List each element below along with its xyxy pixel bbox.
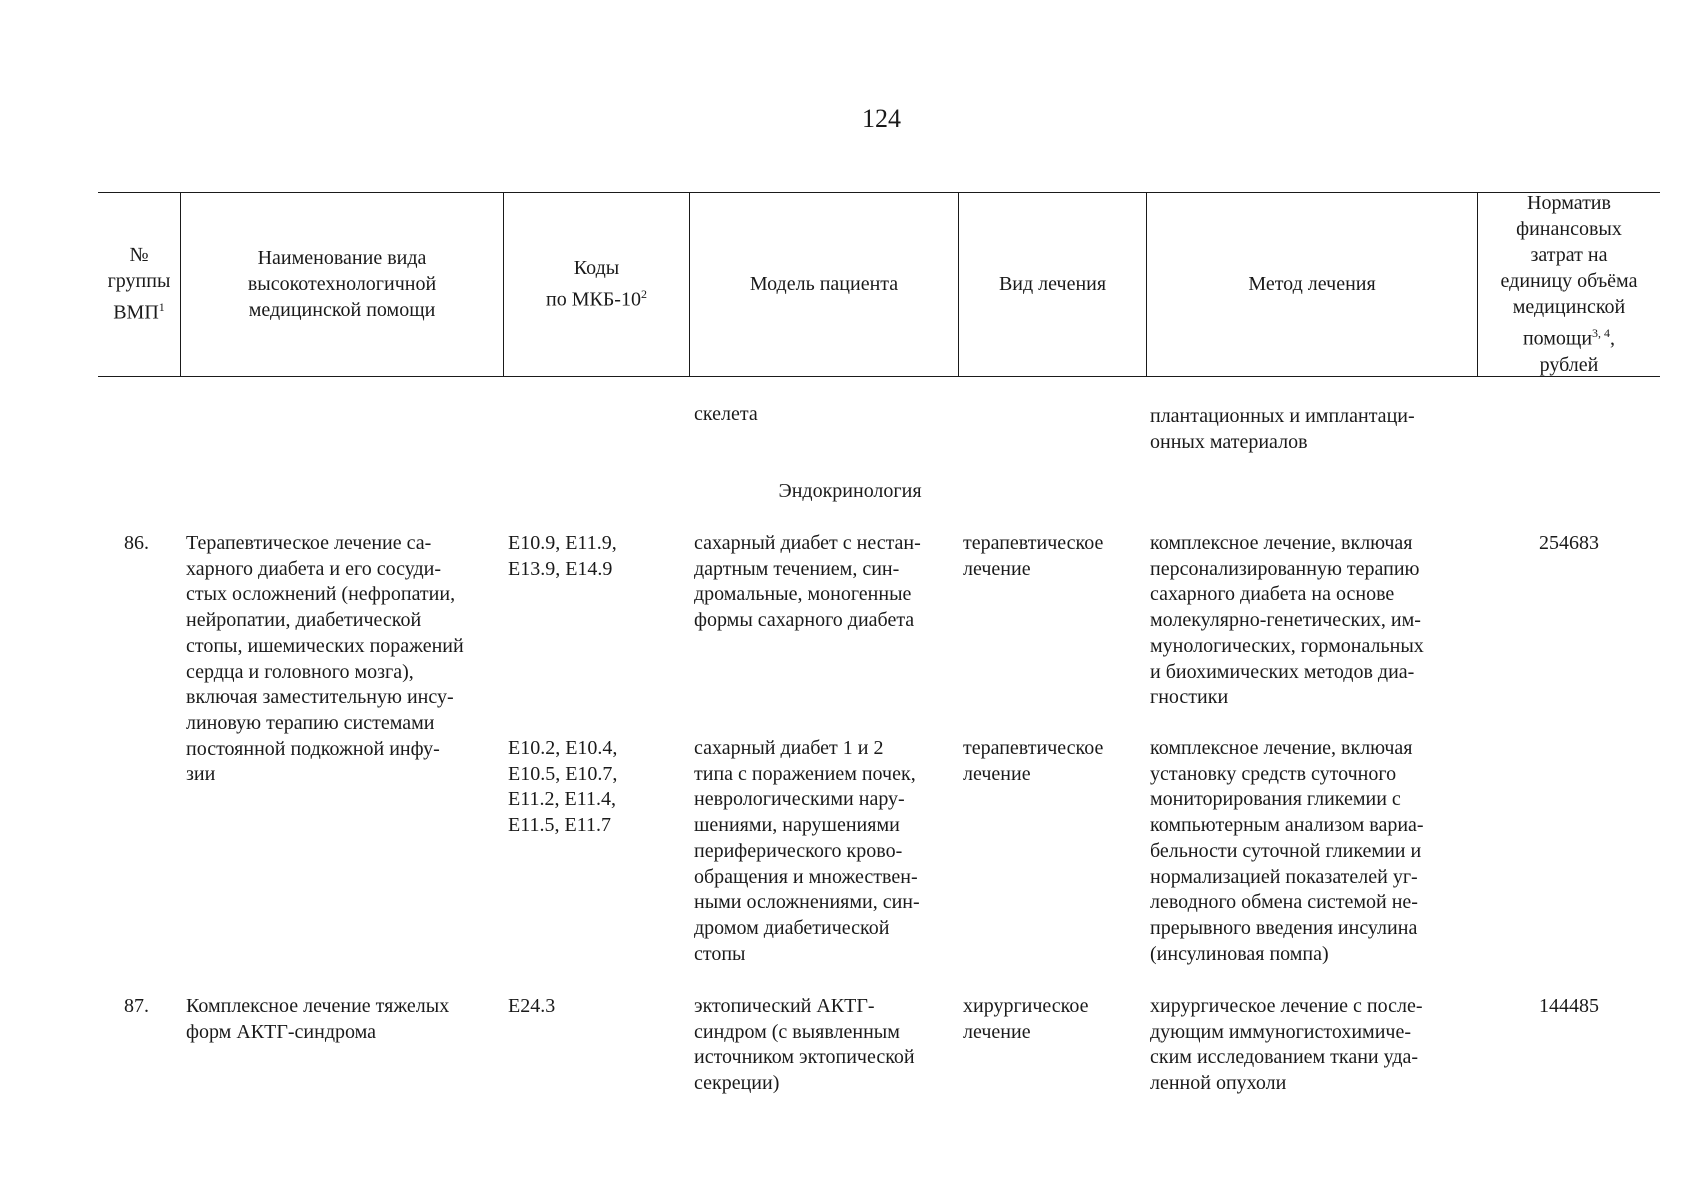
care-type-name: Терапевтическое лечение са- харного диабета и его сосуди- стых осложнений (нефропатии, нейропатии, диабетической стопы, ишемических поражений сердца и головного мозга), включая заместительную инсу- линовую терапию системами постоянной подкожной инфу- зии [186,532,464,786]
header-patient-model: Модель пациента [749,273,899,295]
row-number: 86. [124,532,149,554]
continuation-method: плантационных и имплантаци- онных материалов [1150,405,1415,453]
treatment-method: хирургическое лечение с после- дующим иммуногистохимиче- ским исследованием ткани уда- ленной опухоли [1150,995,1423,1095]
icd-codes: E24.3 [508,995,556,1017]
header-bottom-rule [98,376,1660,377]
header-treatment-method: Метод лечения [1248,273,1376,295]
treatment-method: комплексное лечение, включая установку средств суточного мониторирования гликемии с компьютерным анализом вариа- бельности суточной гликемии и нормализацией показателей уг- леводного обмена системой не- прерывного введения инсулина (инсулиновая помпа) [1150,737,1424,965]
page-number: 124 [862,104,901,133]
cost-value: 254683 [1539,532,1599,554]
header-care-type: Наименование вида высокотехнологичной медицинской помощи [247,247,437,321]
continuation-model: скелета [694,403,758,425]
treatment-method: комплексное лечение, включая персонализированную терапию сахарного диабета на основе молекулярно-генетических, им- мунологических, гормональных и биохимических методов диа- гностики [1150,532,1424,709]
row-number: 87. [124,995,149,1017]
patient-model: сахарный диабет 1 и 2 типа с поражением почек, неврологическими нару- шениями, нарушениями периферического крово- обращения и множествен- ными осложнениями, син- дромом диабетической стопы [694,737,920,965]
treatment-type: терапевтическое лечение [963,737,1104,785]
care-type-name: Комплексное лечение тяжелых форм АКТГ-синдрома [186,995,450,1043]
treatment-type: хирургическое лечение [963,995,1089,1043]
patient-model: сахарный диабет с нестан- дартным течением, син- дромальные, моногенные формы сахарного диабета [694,532,921,632]
icd-codes: E10.9, E11.9, E13.9, E14.9 [508,532,617,580]
header-cost-norm: Норматив финансовых затрат на единицу объёма медицинской помощи$^{3, 4}$, рублей [1500,192,1638,376]
treatment-type: терапевтическое лечение [963,532,1104,580]
header-treatment-type: Вид лечения [998,273,1107,295]
patient-model: эктопический АКТГ- синдром (с выявленным источником эктопической секреции) [694,995,915,1095]
section-title: Эндокринология [778,480,922,502]
cost-value: 144485 [1539,995,1599,1017]
header-icd-codes: Коды по МКБ-$10^2$ [546,257,647,311]
icd-codes: E10.2, E10.4, E10.5, E10.7, E11.2, E11.4, E11.5, E11.7 [508,737,618,837]
header-group-number: № группы ВМП$^1$ [107,244,171,324]
